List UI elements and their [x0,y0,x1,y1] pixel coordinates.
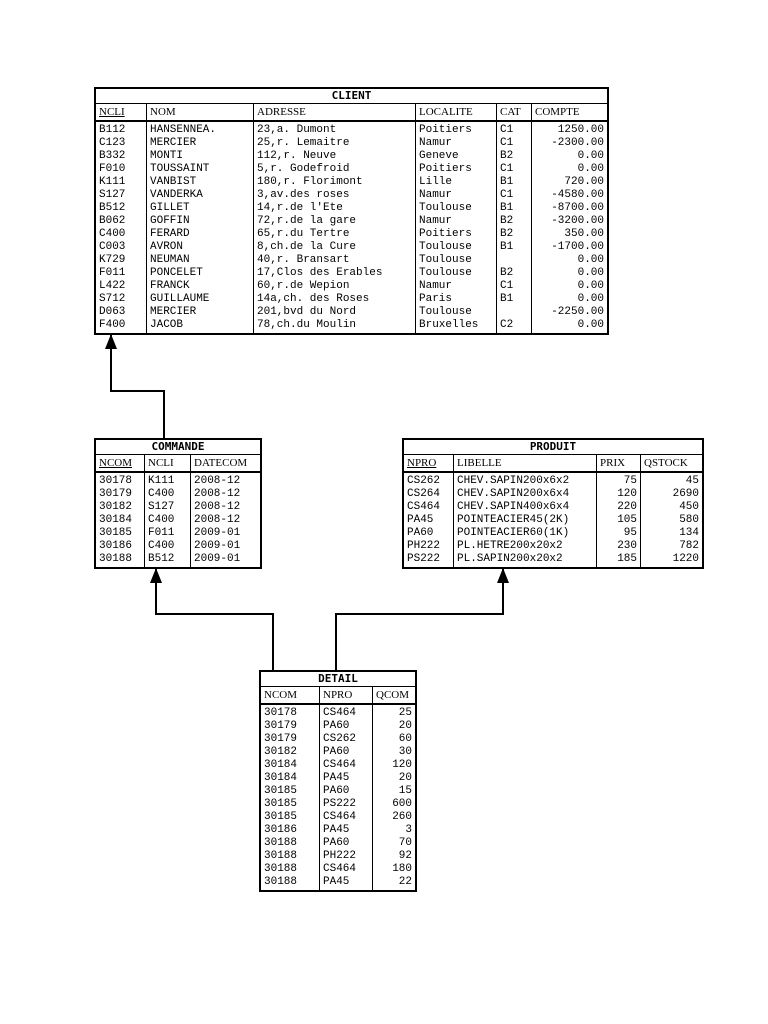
client-column-header-localite: LOCALITE [416,104,497,120]
table-cell: S712 [99,293,126,305]
table-cell: B512 [99,202,126,214]
table-cell: MERCIER [150,306,197,318]
table-cell: 2009-01 [194,540,241,552]
table-cell: 134 [679,527,699,539]
table-cell: 30185 [264,785,298,797]
table-cell: CS464 [323,707,357,719]
table-cell: 0.00 [577,163,604,175]
produit-column-header-qstock: QSTOCK [644,457,688,469]
table-cell: B062 [99,215,126,227]
client-column-header-nom: NOM [147,104,254,120]
commande-to-client-arrowhead [105,334,117,349]
commande-table [94,438,262,569]
table-cell: PA45 [323,772,350,784]
produit-table-body [404,473,702,567]
table-cell: 30178 [99,475,133,487]
produit-column-header-npro: NPRO [404,455,454,471]
table-cell: Namur [419,189,453,201]
table-cell: PA60 [323,746,350,758]
detail-to-commande-arrow [156,568,273,670]
client-column-cat [497,122,532,333]
table-cell: 65,r.du Tertre [257,228,350,240]
table-cell: CS464 [323,811,357,823]
table-cell: 25,r. Lemaitre [257,137,350,149]
table-cell: CS262 [323,733,357,745]
table-cell: 72,r.de la gare [257,215,357,227]
table-cell: 350.00 [564,228,604,240]
commande-column-header-datecom: DATECOM [194,457,248,469]
table-cell: 20 [398,772,412,784]
table-cell: 2690 [672,488,699,500]
commande-column-ncom [96,473,145,567]
table-cell: B112 [99,124,126,136]
table-cell: 3 [405,824,412,836]
detail-table-title: DETAIL [261,672,415,687]
client-column-header-cat: CAT [497,104,532,120]
produit-table-header [404,455,702,473]
table-cell: GOFFIN [150,215,190,227]
table-cell: PA60 [407,527,434,539]
table-cell: PA60 [323,785,350,797]
table-cell: 230 [617,540,637,552]
detail-column-npro [320,705,373,890]
client-column-localite [416,122,497,333]
table-cell: CHEV.SAPIN200x6x2 [457,475,570,487]
produit-column-prix [597,473,641,567]
client-column-header-adresse: ADRESSE [254,104,416,120]
table-cell: 75 [623,475,637,487]
table-cell: C003 [99,241,126,253]
table-cell: Toulouse [419,306,472,318]
table-cell: PS222 [323,798,357,810]
table-cell: NEUMAN [150,254,190,266]
table-cell: B1 [500,176,514,188]
commande-column-ncli [145,473,191,567]
table-cell: 2008-12 [194,501,241,513]
table-cell: 0.00 [577,267,604,279]
table-cell: 30186 [264,824,298,836]
table-cell: CHEV.SAPIN400x6x4 [457,501,570,513]
table-cell: 30178 [264,707,298,719]
table-cell: -2300.00 [551,137,604,149]
table-cell: 30182 [99,501,133,513]
table-cell: 8,ch.de la Cure [257,241,357,253]
table-cell: Toulouse [419,202,472,214]
table-cell: C1 [500,124,514,136]
table-cell: Lille [419,176,453,188]
table-cell: Poitiers [419,228,472,240]
commande-table-header [96,455,260,473]
client-column-nom [147,122,254,333]
produit-column-header-prix: PRIX [597,455,641,471]
table-cell: GUILLAUME [150,293,210,305]
table-cell: 30185 [264,798,298,810]
table-cell: CHEV.SAPIN200x6x4 [457,488,570,500]
commande-column-header-ncom: NCOM [96,455,145,471]
table-cell: 260 [392,811,412,823]
table-cell: 782 [679,540,699,552]
table-cell: 0.00 [577,254,604,266]
table-cell: 23,a. Dumont [257,124,337,136]
table-cell: 14,r.de l'Ete [257,202,343,214]
table-cell: FRANCK [150,280,190,292]
table-cell: Toulouse [419,267,472,279]
table-cell: Paris [419,293,453,305]
produit-table-title: PRODUIT [404,440,702,455]
table-cell: 180,r. Florimont [257,176,363,188]
table-cell: CS464 [323,759,357,771]
table-cell: K111 [99,176,126,188]
table-cell: CS464 [323,863,357,875]
produit-table [402,438,704,569]
table-cell: 60,r.de Wepion [257,280,350,292]
table-cell: MERCIER [150,137,197,149]
table-cell: C400 [148,514,175,526]
table-cell: C1 [500,137,514,149]
table-cell: Poitiers [419,124,472,136]
table-cell: Namur [419,280,453,292]
table-cell: F400 [99,319,126,331]
table-cell: -2250.00 [551,306,604,318]
table-cell: Namur [419,137,453,149]
table-cell: L422 [99,280,126,292]
table-cell: 60 [398,733,412,745]
table-cell: 0.00 [577,293,604,305]
table-cell: 30179 [264,733,298,745]
commande-to-client-arrow [111,334,164,438]
table-cell: 201,bvd du Nord [257,306,357,318]
detail-to-commande-arrowhead [150,568,162,583]
table-cell: -8700.00 [551,202,604,214]
table-cell: Namur [419,215,453,227]
table-cell: 220 [617,501,637,513]
table-cell: K729 [99,254,126,266]
table-cell: 30188 [99,553,133,565]
table-cell: 2009-01 [194,527,241,539]
detail-column-header-qcom: QCOM [376,689,410,701]
client-column-compte [532,122,607,333]
table-cell: FERARD [150,228,190,240]
table-cell: 17,Clos des Erables [257,267,383,279]
table-cell: TOUSSAINT [150,163,210,175]
table-cell: C1 [500,189,514,201]
client-column-header-ncli: NCLI [96,104,147,120]
table-cell: 30188 [264,837,298,849]
table-cell: 30184 [99,514,133,526]
client-table [94,87,609,335]
table-cell: 1250.00 [557,124,604,136]
detail-table-header [261,687,415,705]
table-cell: 2009-01 [194,553,241,565]
table-cell: 0.00 [577,150,604,162]
table-cell: 22 [398,876,412,888]
table-cell: 112,r. Neuve [257,150,337,162]
table-cell: PH222 [323,850,357,862]
commande-column-header-ncli: NCLI [145,455,191,471]
table-cell: 105 [617,514,637,526]
produit-column-qstock [641,473,702,567]
table-cell: Poitiers [419,163,472,175]
table-cell: B512 [148,553,175,565]
table-cell: C123 [99,137,126,149]
commande-table-body [96,473,260,567]
table-cell: HANSENNEA. [150,124,217,136]
table-cell: PA60 [323,837,350,849]
detail-table-body [261,705,415,890]
table-cell: 2008-12 [194,475,241,487]
table-cell: 95 [623,527,637,539]
table-cell: 30188 [264,863,298,875]
table-cell: B1 [500,293,514,305]
table-cell: POINTEACIER45(2K) [457,514,570,526]
table-cell: C1 [500,163,514,175]
table-cell: 720.00 [564,176,604,188]
table-cell: Geneve [419,150,459,162]
table-cell: 45 [685,475,699,487]
table-cell: 30188 [264,850,298,862]
table-cell: B2 [500,267,514,279]
table-cell: PL.SAPIN200x20x2 [457,553,563,565]
table-cell [497,306,531,319]
table-cell: 180 [392,863,412,875]
table-cell: Toulouse [419,241,472,253]
client-table-title: CLIENT [96,89,607,104]
table-cell: VANDERKA [150,189,203,201]
table-cell: 30186 [99,540,133,552]
table-cell: 3,av.des roses [257,189,350,201]
table-cell: 15 [398,785,412,797]
table-cell: -4580.00 [551,189,604,201]
produit-column-npro [404,473,454,567]
client-table-header [96,104,607,122]
produit-column-header-libelle: LIBELLE [454,455,597,471]
table-cell: 2008-12 [194,514,241,526]
table-cell: 1220 [672,553,699,565]
table-cell: MONTI [150,150,184,162]
table-cell: JACOB [150,319,184,331]
table-cell: PA45 [323,824,350,836]
table-cell: 30184 [264,772,298,784]
table-cell: 20 [398,720,412,732]
detail-to-produit-arrow [336,568,503,670]
table-cell: B2 [500,150,514,162]
client-column-ncli [96,122,147,333]
table-cell: C400 [148,540,175,552]
table-cell: PH222 [407,540,441,552]
table-cell: 120 [392,759,412,771]
table-cell: B1 [500,202,514,214]
table-cell: PA60 [323,720,350,732]
table-cell: Toulouse [419,254,472,266]
table-cell: 600 [392,798,412,810]
client-column-adresse [254,122,416,333]
table-cell: F011 [148,527,175,539]
table-cell [497,254,531,267]
table-cell: C400 [99,228,126,240]
table-cell: F010 [99,163,126,175]
client-column-header-compte: COMPTE [535,106,580,118]
table-cell: 14a,ch. des Roses [257,293,370,305]
table-cell: 450 [679,501,699,513]
detail-column-qcom [373,705,415,890]
table-cell: CS464 [407,501,441,513]
table-cell: C1 [500,280,514,292]
table-cell: 185 [617,553,637,565]
table-cell: 25 [398,707,412,719]
table-cell: -3200.00 [551,215,604,227]
table-cell: 30179 [264,720,298,732]
table-cell: 30188 [264,876,298,888]
table-cell: 120 [617,488,637,500]
detail-column-ncom [261,705,320,890]
table-cell: B1 [500,241,514,253]
table-cell: GILLET [150,202,190,214]
detail-column-header-npro: NPRO [320,687,373,703]
table-cell: K111 [148,475,175,487]
table-cell: 580 [679,514,699,526]
table-cell: 30185 [99,527,133,539]
table-cell: D063 [99,306,126,318]
table-cell: PA45 [323,876,350,888]
table-cell: CS262 [407,475,441,487]
table-cell: VANBIST [150,176,197,188]
table-cell: F011 [99,267,126,279]
table-cell: 40,r. Bransart [257,254,350,266]
table-cell: 30185 [264,811,298,823]
table-cell: PL.HETRE200x20x2 [457,540,563,552]
table-cell: CS264 [407,488,441,500]
table-cell: B2 [500,215,514,227]
table-cell: 0.00 [577,319,604,331]
table-cell: C400 [148,488,175,500]
table-cell: S127 [148,501,175,513]
table-cell: PONCELET [150,267,203,279]
table-cell: S127 [99,189,126,201]
table-cell: 70 [398,837,412,849]
commande-column-datecom [191,473,260,567]
table-cell: -1700.00 [551,241,604,253]
table-cell: PA45 [407,514,434,526]
table-cell: Bruxelles [419,319,479,331]
detail-to-produit-arrowhead [497,568,509,583]
table-cell: 78,ch.du Moulin [257,319,357,331]
client-table-body [96,122,607,333]
table-cell: 30179 [99,488,133,500]
table-cell: B2 [500,228,514,240]
table-cell: POINTEACIER60(1K) [457,527,570,539]
commande-table-title: COMMANDE [96,440,260,455]
table-cell: 30 [398,746,412,758]
produit-column-libelle [454,473,597,567]
detail-column-header-ncom: NCOM [261,687,320,703]
table-cell: 30184 [264,759,298,771]
table-cell: 0.00 [577,280,604,292]
table-cell: 30182 [264,746,298,758]
detail-table [259,670,417,892]
table-cell: PS222 [407,553,441,565]
table-cell: B332 [99,150,126,162]
table-cell: C2 [500,319,514,331]
table-cell: AVRON [150,241,184,253]
table-cell: 2008-12 [194,488,241,500]
table-cell: 5,r. Godefroid [257,163,350,175]
table-cell: 92 [398,850,412,862]
